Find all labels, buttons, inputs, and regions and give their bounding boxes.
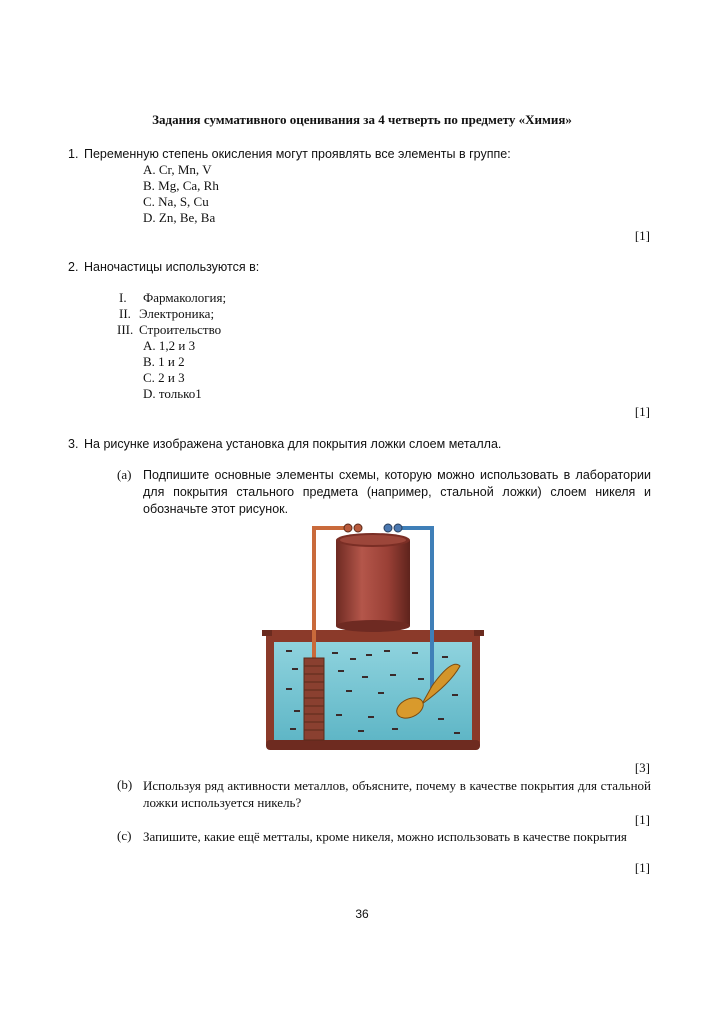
q3b-mark: [1] [634, 812, 650, 827]
q1-option-d: D. Zn, Be, Ba [143, 210, 216, 225]
q3c-label: (c) [117, 828, 132, 843]
q3c-text: Запишите, какие ещё метталы, кроме никеля, можно использовать в качестве покрытия [143, 829, 627, 844]
q1-mark: [1] [634, 228, 650, 243]
power-source-icon [336, 540, 410, 626]
nickel-anode-icon [304, 658, 324, 740]
q2-option-b: B. 1 и 2 [143, 354, 185, 369]
q2-item-num-1: I. [119, 290, 127, 305]
q1-number: 1. [68, 147, 79, 161]
q2-text: Наночастицы используются в: [84, 260, 260, 274]
q2-mark: [1] [634, 404, 650, 419]
q1-option-c: C. Na, S, Cu [143, 194, 209, 209]
q3b-label: (b) [117, 777, 133, 792]
q3b-text: Используя ряд активности металлов, объясните, почему в качестве покрытия для стальной ложки используется никель? [143, 778, 651, 810]
q1-option-a: A. Cr, Mn, V [143, 162, 212, 177]
q3a-mark: [3] [634, 760, 650, 775]
q3a-label: (a) [117, 467, 132, 482]
q3a-text: Подпишите основные элементы схемы, которую можно использовать в лаборатории для покрытия стального предмета (например, стальной ложки) слоем никеля и обозначьте этот рисунок. [143, 468, 651, 516]
q3-number: 3. [68, 437, 79, 451]
q2-item-label-3: Строительство [139, 322, 222, 337]
q1-text: Переменную степень окисления могут проявлять все элементы в группе: [84, 147, 511, 161]
q2-option-c: C. 2 и 3 [143, 370, 185, 385]
q2-number: 2. [68, 260, 79, 274]
page-number: 36 [355, 907, 369, 921]
electroplating-diagram [262, 518, 484, 754]
q3c-mark: [1] [634, 860, 650, 875]
q2-item-num-3: III. [117, 322, 134, 337]
page-title: Задания суммативного оценивания за 4 четверть по предмету «Химия» [152, 112, 572, 127]
q2-item-label-2: Электроника; [139, 306, 215, 321]
q3-text: На рисунке изображена установка для покрытия ложки слоем металла. [84, 437, 502, 451]
q2-option-d: D. только1 [143, 386, 202, 401]
q2-item-num-2: II. [119, 306, 131, 321]
q1-option-b: B. Mg, Ca, Rh [143, 178, 219, 193]
q2-option-a: A. 1,2 и 3 [143, 338, 196, 353]
q2-item-label-1: Фармакология; [143, 290, 227, 305]
